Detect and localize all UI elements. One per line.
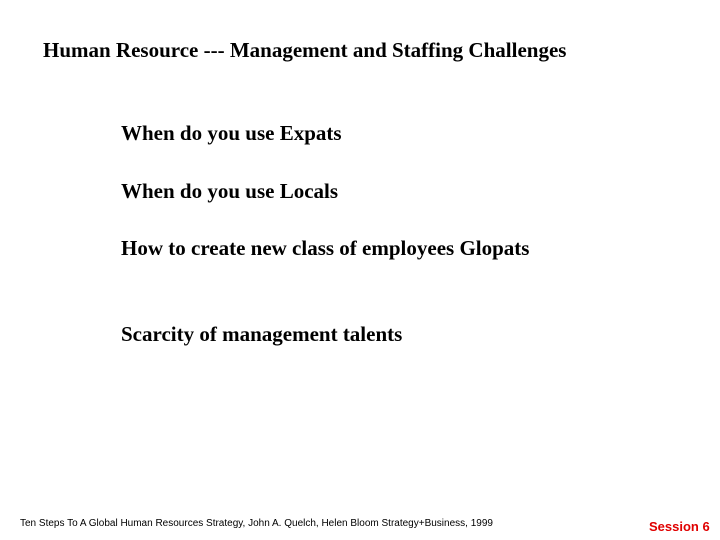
footer-citation: Ten Steps To A Global Human Resources Strategy, John A. Quelch, Helen Bloom Strategy+Business, 1999	[20, 518, 493, 529]
bullet-item-locals: When do you use Locals	[121, 179, 339, 203]
session-label: Session 6	[649, 519, 710, 534]
bullet-item-talent-scarcity: Scarcity of management talents	[121, 322, 403, 346]
bullet-item-glopats: How to create new class of employees Glopats	[121, 236, 530, 260]
slide-title: Human Resource --- Management and Staffing Challenges	[43, 38, 567, 62]
bullet-item-expats: When do you use Expats	[121, 121, 342, 145]
